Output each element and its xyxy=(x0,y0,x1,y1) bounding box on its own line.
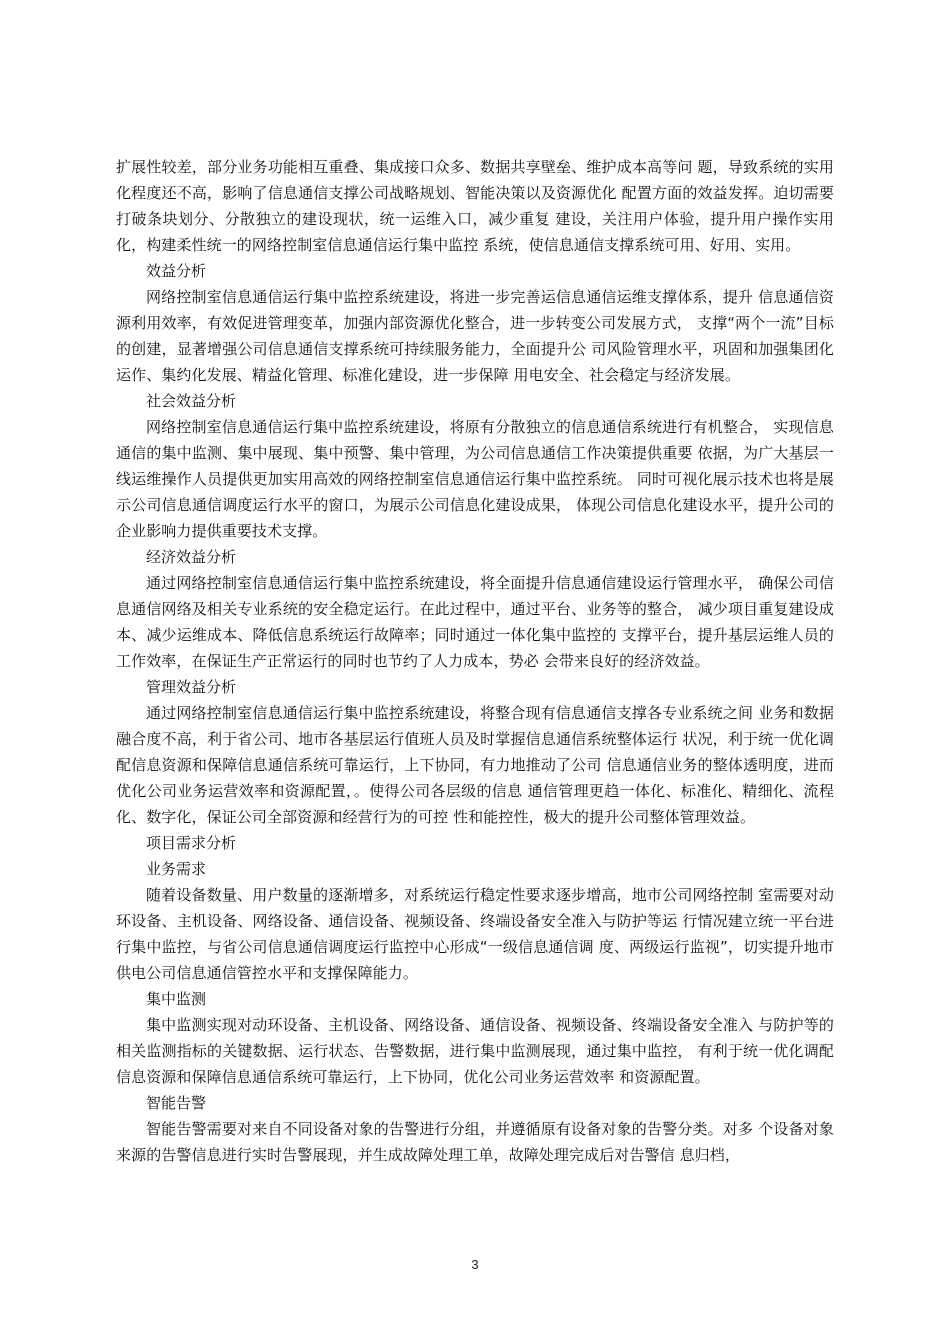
body-paragraph: 通过网络控制室信息通信运行集中监控系统建设，将全面提升信息通信建设运行管理水平， 确保公司信息通信网络及相关专业系统的安全稳定运行。在此过程中，通过平台、业务等的整合， 减少项目重复建设成本、减少运维成本、降低信息系统运行故障率；同时通过一体化集中监控的 支撑平台，提升基层运维人员的工作效率，在保证生产正常运行的同时也节约了人力成本，势必 会带来良好的经济效益。 xyxy=(116,574,834,670)
section-heading: 智能告警 xyxy=(146,1094,207,1112)
section-heading: 经济效益分析 xyxy=(146,548,237,566)
body-paragraph: 通过网络控制室信息通信运行集中监控系统建设，将整合现有信息通信支撑各专业系统之间 业务和数据融合度不高，利于省公司、地市各基层运行值班人员及时掌握信息通信系统整体运行 状况，利于统一优化调配信息资源和保障信息通信系统可靠运行，上下协同，有力地推动了公司 信息通信业务的整体透明度，进而优化公司业务运营效率和资源配置，。使得公司各层级的信息 通信管理更趋一体化、标准化、精细化、流程化、数字化，保证公司全部资源和经营行为的可控 性和能控性，极大的提升公司整体管理效益。 xyxy=(116,704,834,826)
section-heading: 集中监测 xyxy=(146,990,207,1008)
section-heading: 社会效益分析 xyxy=(146,392,237,410)
page-number: 3 xyxy=(471,1257,479,1272)
body-paragraph: 智能告警需要对来自不同设备对象的告警进行分组，并遵循原有设备对象的告警分类。对多 个设备对象来源的告警信息进行实时告警展现，并生成故障处理工单，故障处理完成后对告警信 息归档， xyxy=(116,1120,834,1164)
body-paragraph: 扩展性较差，部分业务功能相互重叠、集成接口众多、数据共享壁垒、维护成本高等问 题，导致系统的实用化程度还不高，影响了信息通信支撑公司战略规划、智能决策以及资源优化 配置方面的效益发挥。迫切需要打破条块划分、分散独立的建设现状，统一运维入口，减少重复 建设，关注用户体验，提升用户操作实用化，构建柔性统一的网络控制室信息通信运行集中监控 系统，使信息通信支撑系统可用、好用、实用。 xyxy=(116,158,834,254)
section-heading: 管理效益分析 xyxy=(146,678,237,696)
body-paragraph: 随着设备数量、用户数量的逐渐增多，对系统运行稳定性要求逐步增高，地市公司网络控制 室需要对动环设备、主机设备、网络设备、通信设备、视频设备、终端设备安全准入与防护等运 行情况建立统一平台进行集中监控，与省公司信息通信调度运行监控中心形成“一级信息通信调 度、两级运行监视”，切实提升地市供电公司信息通信管控水平和支撑保障能力。 xyxy=(116,886,834,982)
document-body xyxy=(116,154,834,1168)
section-heading: 项目需求分析 xyxy=(146,834,237,852)
body-paragraph: 网络控制室信息通信运行集中监控系统建设，将进一步完善运信息通信运维支撑体系，提升 信息通信资源利用效率，有效促进管理变革，加强内部资源优化整合，进一步转变公司发展方式， 支撑“两个一流”目标的创建，显著增强公司信息通信支撑系统可持续服务能力，全面提升公 司风险管理水平，巩固和加强集团化运作、集约化发展、精益化管理、标准化建设，进一步保障 用电安全、社会稳定与经济发展。 xyxy=(116,288,834,384)
section-heading: 业务需求 xyxy=(146,860,207,878)
body-paragraph: 集中监测实现对动环设备、主机设备、网络设备、通信设备、视频设备、终端设备安全准入 与防护等的相关监测指标的关键数据、运行状态、告警数据，进行集中监测展现，通过集中监控， 有利于统一优化调配信息资源和保障信息通信系统可靠运行，上下协同，优化公司业务运营效率 和资源配置。 xyxy=(116,1016,834,1086)
body-paragraph: 网络控制室信息通信运行集中监控系统建设，将原有分散独立的信息通信系统进行有机整合， 实现信息通信的集中监测、集中展现、集中预警、集中管理，为公司信息通信工作决策提供重要 依据，为广大基层一线运维操作人员提供更加实用高效的网络控制室信息通信运行集中监控系统。 同时可视化展示技术也将是展示公司信息通信调度运行水平的窗口，为展示公司信息化建设成果， 体现公司信息化建设水平，提升公司的企业影响力提供重要技术支撑。 xyxy=(116,418,834,540)
section-heading: 效益分析 xyxy=(146,262,207,280)
